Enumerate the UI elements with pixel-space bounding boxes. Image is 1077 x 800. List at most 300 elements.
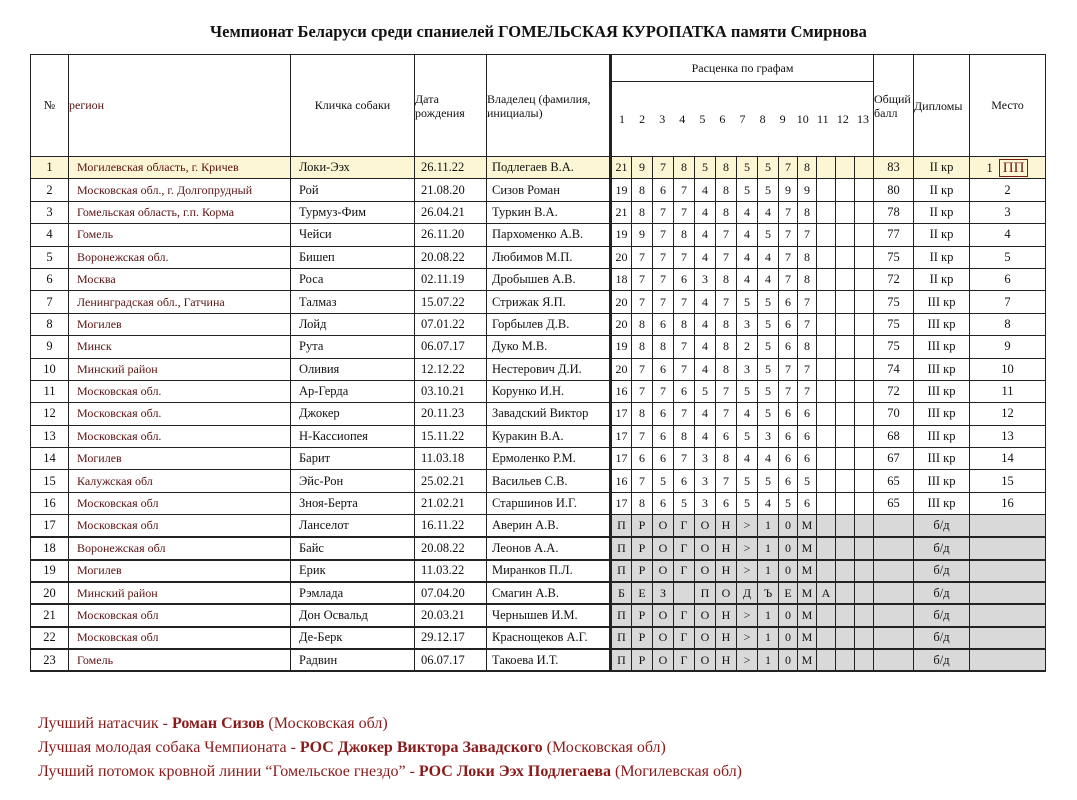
score-cell: 5 [758, 224, 779, 246]
cell-region: Ленинградская обл., Гатчина [69, 291, 291, 313]
score-cell: 17 [611, 425, 632, 447]
cell-total: 67 [874, 448, 914, 470]
score-cell [674, 582, 695, 604]
cell-num: 12 [31, 403, 69, 425]
score-cell: 0 [779, 537, 798, 559]
cell-owner: Дробышев А.В. [487, 268, 611, 290]
score-cell: 20 [611, 358, 632, 380]
score-cell: 5 [737, 179, 758, 201]
cell-diploma: II кр [914, 268, 970, 290]
cell-region: Минский район [69, 582, 291, 604]
score-cell: 3 [758, 425, 779, 447]
cell-total: 75 [874, 336, 914, 358]
cell-num: 5 [31, 246, 69, 268]
score-cell: 5 [758, 291, 779, 313]
award-prefix: Лучший потомок кровной линии “Гомельское гнездо” - [38, 763, 419, 780]
score-cell: 5 [695, 157, 716, 179]
score-cell [855, 470, 874, 492]
cell-dob: 20.11.23 [415, 403, 487, 425]
score-cell: 4 [737, 224, 758, 246]
header-score-col: 10 [796, 111, 809, 126]
award-winner: Роман Сизов [171, 715, 265, 732]
score-cell: 21 [611, 201, 632, 223]
cell-dob: 11.03.22 [415, 560, 487, 582]
header-score-col: 3 [659, 111, 666, 126]
table-row [31, 627, 1046, 649]
score-cell [836, 313, 855, 335]
cell-dob: 21.08.20 [415, 179, 487, 201]
score-cell: О [653, 627, 674, 649]
score-cell: 18 [611, 268, 632, 290]
cell-place [970, 582, 1046, 604]
cell-owner: Миранков П.Л. [487, 560, 611, 582]
score-cell: 6 [779, 403, 798, 425]
score-cell: О [695, 515, 716, 537]
score-cell [817, 179, 836, 201]
score-cell: П [611, 515, 632, 537]
cell-diploma: III кр [914, 358, 970, 380]
score-cell: 6 [653, 313, 674, 335]
cell-dog: Талмаз [291, 291, 415, 313]
table-row [31, 179, 1046, 201]
score-cell: П [695, 582, 716, 604]
score-cell: 7 [779, 201, 798, 223]
score-cell [836, 537, 855, 559]
score-cell [855, 246, 874, 268]
table-row [31, 358, 1046, 380]
score-cell: 1 [758, 604, 779, 626]
table-row [31, 604, 1046, 626]
cell-place [970, 560, 1046, 582]
score-cell [836, 492, 855, 514]
page-title: Чемпионат Беларуси среди спаниелей ГОМЕЛЬСКАЯ КУРОПАТКА памяти Смирнова [210, 22, 867, 41]
score-cell: 17 [611, 492, 632, 514]
score-cell [817, 537, 836, 559]
score-cell: 5 [737, 425, 758, 447]
cell-owner: Любимов М.П. [487, 246, 611, 268]
score-cell: 8 [632, 403, 653, 425]
score-cell [836, 380, 855, 402]
cell-num: 19 [31, 560, 69, 582]
cell-dob: 20.08.22 [415, 537, 487, 559]
cell-diploma: III кр [914, 403, 970, 425]
cell-place: 3 [970, 201, 1046, 223]
score-cell: 4 [737, 201, 758, 223]
table-row [31, 291, 1046, 313]
score-cell: 17 [611, 403, 632, 425]
cell-dob: 26.11.22 [415, 157, 487, 179]
score-cell: 6 [653, 425, 674, 447]
score-cell: 3 [695, 268, 716, 290]
score-cell: 8 [798, 268, 817, 290]
score-cell: 5 [779, 492, 798, 514]
score-cell [836, 268, 855, 290]
cell-region: Московская обл. [69, 425, 291, 447]
cell-dog: Чейси [291, 224, 415, 246]
score-cell [817, 157, 836, 179]
score-cell: 0 [779, 627, 798, 649]
table-row [31, 313, 1046, 335]
cell-diploma: б/д [914, 515, 970, 537]
score-cell [836, 425, 855, 447]
score-cell: Р [632, 537, 653, 559]
score-cell: 7 [653, 291, 674, 313]
score-cell: 5 [758, 380, 779, 402]
score-cell: 20 [611, 246, 632, 268]
score-cell: 7 [674, 403, 695, 425]
cell-region: Могилев [69, 313, 291, 335]
score-cell: О [695, 627, 716, 649]
score-cell [855, 313, 874, 335]
table-row [31, 403, 1046, 425]
cell-dob: 02.11.19 [415, 268, 487, 290]
table-row [31, 380, 1046, 402]
score-cell [836, 179, 855, 201]
table-row [31, 492, 1046, 514]
cell-place [970, 157, 1046, 179]
score-cell: 4 [695, 358, 716, 380]
score-cell: П [611, 604, 632, 626]
cell-region: Московская обл [69, 492, 291, 514]
score-cell: П [611, 537, 632, 559]
cell-num: 16 [31, 492, 69, 514]
score-cell: 7 [674, 358, 695, 380]
score-cell: 8 [632, 313, 653, 335]
header-region: регион [69, 55, 291, 157]
cell-place [970, 537, 1046, 559]
score-cell: 4 [758, 268, 779, 290]
table-row [31, 560, 1046, 582]
score-cell: Д [737, 582, 758, 604]
score-cell: > [737, 649, 758, 671]
cell-region: Могилевская область, г. Кричев [69, 157, 291, 179]
score-cell: 8 [653, 336, 674, 358]
score-cell: О [653, 560, 674, 582]
cell-owner: Нестерович Д.И. [487, 358, 611, 380]
score-cell: М [798, 560, 817, 582]
score-cell [817, 560, 836, 582]
header-score-col: 7 [739, 111, 746, 126]
cell-diploma: III кр [914, 380, 970, 402]
header-score-col: 8 [759, 111, 766, 126]
cell-region: Московская обл. [69, 403, 291, 425]
score-cell [855, 425, 874, 447]
cell-dob: 15.07.22 [415, 291, 487, 313]
cell-dog: Оливия [291, 358, 415, 380]
score-cell: 6 [653, 179, 674, 201]
cell-region: Могилев [69, 560, 291, 582]
cell-dob: 20.03.21 [415, 604, 487, 626]
score-cell: 4 [695, 313, 716, 335]
header-score-col: 1 [619, 111, 626, 126]
cell-place: 15 [970, 470, 1046, 492]
score-cell: 17 [611, 448, 632, 470]
header-score-col: 13 [856, 111, 869, 126]
score-cell [855, 403, 874, 425]
cell-place: 8 [970, 313, 1046, 335]
cell-diploma: II кр [914, 201, 970, 223]
score-cell: П [611, 627, 632, 649]
cell-total: 80 [874, 179, 914, 201]
cell-dog: Радвин [291, 649, 415, 671]
score-cell: 0 [779, 560, 798, 582]
table-row [31, 649, 1046, 671]
score-cell: О [653, 537, 674, 559]
score-cell: 2 [737, 336, 758, 358]
cell-place [970, 649, 1046, 671]
cell-region: Московская обл [69, 515, 291, 537]
award-winner: РОС Локи Ээх Подлегаева [418, 763, 612, 780]
header-dob: Дата рождения [415, 55, 487, 157]
score-cell: 19 [611, 179, 632, 201]
header-score-col: 6 [719, 111, 726, 126]
score-cell: > [737, 537, 758, 559]
score-cell: > [737, 627, 758, 649]
table-row [31, 336, 1046, 358]
score-cell: 7 [632, 470, 653, 492]
cell-total: 70 [874, 403, 914, 425]
cell-owner: Краснощеков А.Г. [487, 627, 611, 649]
score-cell: 8 [716, 448, 737, 470]
score-cell: > [737, 604, 758, 626]
cell-total [874, 515, 914, 537]
cell-region: Воронежская обл. [69, 246, 291, 268]
score-cell: 8 [798, 246, 817, 268]
cell-total: 75 [874, 291, 914, 313]
cell-num: 23 [31, 649, 69, 671]
score-cell: 7 [779, 157, 798, 179]
score-cell: 8 [632, 179, 653, 201]
score-cell: 0 [779, 515, 798, 537]
score-cell: З [653, 582, 674, 604]
cell-dog: Рэмлада [291, 582, 415, 604]
cell-num: 13 [31, 425, 69, 447]
table-row [31, 582, 1046, 604]
score-cell: Г [674, 627, 695, 649]
cell-owner: Старшинов И.Г. [487, 492, 611, 514]
cell-owner: Туркин В.А. [487, 201, 611, 223]
cell-diploma: б/д [914, 649, 970, 671]
score-cell: 1 [758, 649, 779, 671]
score-cell [836, 649, 855, 671]
score-cell [836, 157, 855, 179]
score-cell: 7 [653, 268, 674, 290]
score-cell: 4 [758, 448, 779, 470]
cell-region: Минск [69, 336, 291, 358]
cell-place [970, 627, 1046, 649]
score-cell: О [653, 515, 674, 537]
cell-total: 68 [874, 425, 914, 447]
score-cell: 7 [632, 246, 653, 268]
score-cell: 8 [674, 313, 695, 335]
cell-total [874, 560, 914, 582]
score-cell: 4 [737, 268, 758, 290]
score-cell: 9 [632, 224, 653, 246]
score-cell: 6 [674, 380, 695, 402]
score-cell: 7 [674, 179, 695, 201]
score-cell: 5 [737, 291, 758, 313]
cell-owner: Смагин А.В. [487, 582, 611, 604]
cell-dog: Н-Кассиопея [291, 425, 415, 447]
score-cell: Е [632, 582, 653, 604]
score-cell [836, 582, 855, 604]
cell-place: 10 [970, 358, 1046, 380]
score-cell: 16 [611, 380, 632, 402]
score-cell: 5 [798, 470, 817, 492]
cell-owner: Васильев С.В. [487, 470, 611, 492]
score-cell: 6 [674, 470, 695, 492]
header-dog: Кличка собаки [291, 55, 415, 157]
award-prefix: Лучшая молодая собака Чемпионата - [38, 739, 300, 756]
cell-dob: 26.11.20 [415, 224, 487, 246]
score-cell: Н [716, 649, 737, 671]
score-cell [817, 403, 836, 425]
score-cell: 6 [653, 492, 674, 514]
score-cell [836, 515, 855, 537]
score-cell: 4 [695, 224, 716, 246]
cell-diploma: III кр [914, 336, 970, 358]
table-row [31, 224, 1046, 246]
cell-region: Гомель [69, 224, 291, 246]
cell-region: Московская обл [69, 627, 291, 649]
cell-num: 9 [31, 336, 69, 358]
cell-total: 78 [874, 201, 914, 223]
cell-dob: 26.04.21 [415, 201, 487, 223]
score-cell [817, 313, 836, 335]
table-row [31, 157, 1046, 179]
cell-place: 16 [970, 492, 1046, 514]
cell-total: 72 [874, 380, 914, 402]
score-cell [817, 336, 836, 358]
cell-dob: 03.10.21 [415, 380, 487, 402]
cell-owner: Чернышев И.М. [487, 604, 611, 626]
header-score-col: 2 [639, 111, 646, 126]
cell-dog: Турмуз-Фим [291, 201, 415, 223]
score-cell [836, 470, 855, 492]
cell-owner: Такоева И.Т. [487, 649, 611, 671]
score-cell: 6 [779, 291, 798, 313]
cell-num: 3 [31, 201, 69, 223]
cell-dob: 11.03.18 [415, 448, 487, 470]
score-cell [817, 448, 836, 470]
score-cell: Р [632, 627, 653, 649]
table-row [31, 425, 1046, 447]
cell-dog: Бишеп [291, 246, 415, 268]
score-cell: 6 [779, 448, 798, 470]
score-cell: 7 [798, 291, 817, 313]
cell-diploma: II кр [914, 246, 970, 268]
score-cell: 8 [798, 336, 817, 358]
cell-region: Москва [69, 268, 291, 290]
score-cell: М [798, 649, 817, 671]
score-cell: 6 [779, 470, 798, 492]
cell-dob: 21.02.21 [415, 492, 487, 514]
award-suffix: (Могилевская обл) [611, 763, 743, 780]
score-cell [817, 649, 836, 671]
score-cell: 16 [611, 470, 632, 492]
score-cell: 7 [653, 157, 674, 179]
cell-dob: 12.12.22 [415, 358, 487, 380]
cell-dog: Ерик [291, 560, 415, 582]
cell-total: 75 [874, 246, 914, 268]
score-cell: 7 [716, 403, 737, 425]
cell-diploma: III кр [914, 291, 970, 313]
score-cell: 7 [798, 358, 817, 380]
score-cell [855, 604, 874, 626]
score-cell: 7 [779, 358, 798, 380]
cell-dob: 16.11.22 [415, 515, 487, 537]
cell-total: 77 [874, 224, 914, 246]
score-cell: 9 [779, 179, 798, 201]
score-cell [836, 604, 855, 626]
cell-owner: Сизов Роман [487, 179, 611, 201]
score-cell [817, 380, 836, 402]
score-cell [855, 492, 874, 514]
score-cell: 7 [632, 358, 653, 380]
score-cell [855, 224, 874, 246]
results-table [30, 54, 1046, 672]
score-cell: 5 [737, 492, 758, 514]
score-cell: 7 [632, 380, 653, 402]
score-cell: 5 [758, 336, 779, 358]
header-scores-group: Расценка по графам [612, 55, 873, 82]
score-cell: 0 [779, 604, 798, 626]
header-score-col: 11 [817, 111, 829, 126]
cell-total: 74 [874, 358, 914, 380]
score-cell: 6 [798, 403, 817, 425]
cell-owner: Корунко И.Н. [487, 380, 611, 402]
cell-diploma: б/д [914, 582, 970, 604]
score-cell [855, 515, 874, 537]
score-cell: 8 [798, 201, 817, 223]
cell-place: 2 [970, 179, 1046, 201]
score-cell: 7 [716, 291, 737, 313]
score-cell: М [798, 582, 817, 604]
score-cell [817, 201, 836, 223]
score-cell: 8 [716, 179, 737, 201]
score-cell: 6 [632, 448, 653, 470]
score-cell: М [798, 537, 817, 559]
cell-place: 13 [970, 425, 1046, 447]
score-cell: 7 [653, 201, 674, 223]
cell-total: 65 [874, 470, 914, 492]
score-cell [855, 157, 874, 179]
score-cell [836, 246, 855, 268]
score-cell [855, 582, 874, 604]
score-cell: Н [716, 604, 737, 626]
cell-dob: 06.07.17 [415, 336, 487, 358]
table-row [31, 448, 1046, 470]
score-cell [817, 425, 836, 447]
score-cell: Р [632, 560, 653, 582]
award-line [38, 736, 742, 760]
cell-place [970, 604, 1046, 626]
award-line [38, 760, 742, 784]
score-cell: 6 [798, 425, 817, 447]
score-cell: 4 [695, 246, 716, 268]
cell-total [874, 604, 914, 626]
cell-dob: 07.04.20 [415, 582, 487, 604]
score-cell: Г [674, 560, 695, 582]
cell-diploma: II кр [914, 157, 970, 179]
score-cell: 5 [737, 380, 758, 402]
score-cell: Н [716, 515, 737, 537]
score-cell [836, 201, 855, 223]
score-cell: 4 [695, 179, 716, 201]
score-cell: 4 [695, 291, 716, 313]
cell-diploma: II кр [914, 224, 970, 246]
score-cell: 8 [674, 157, 695, 179]
